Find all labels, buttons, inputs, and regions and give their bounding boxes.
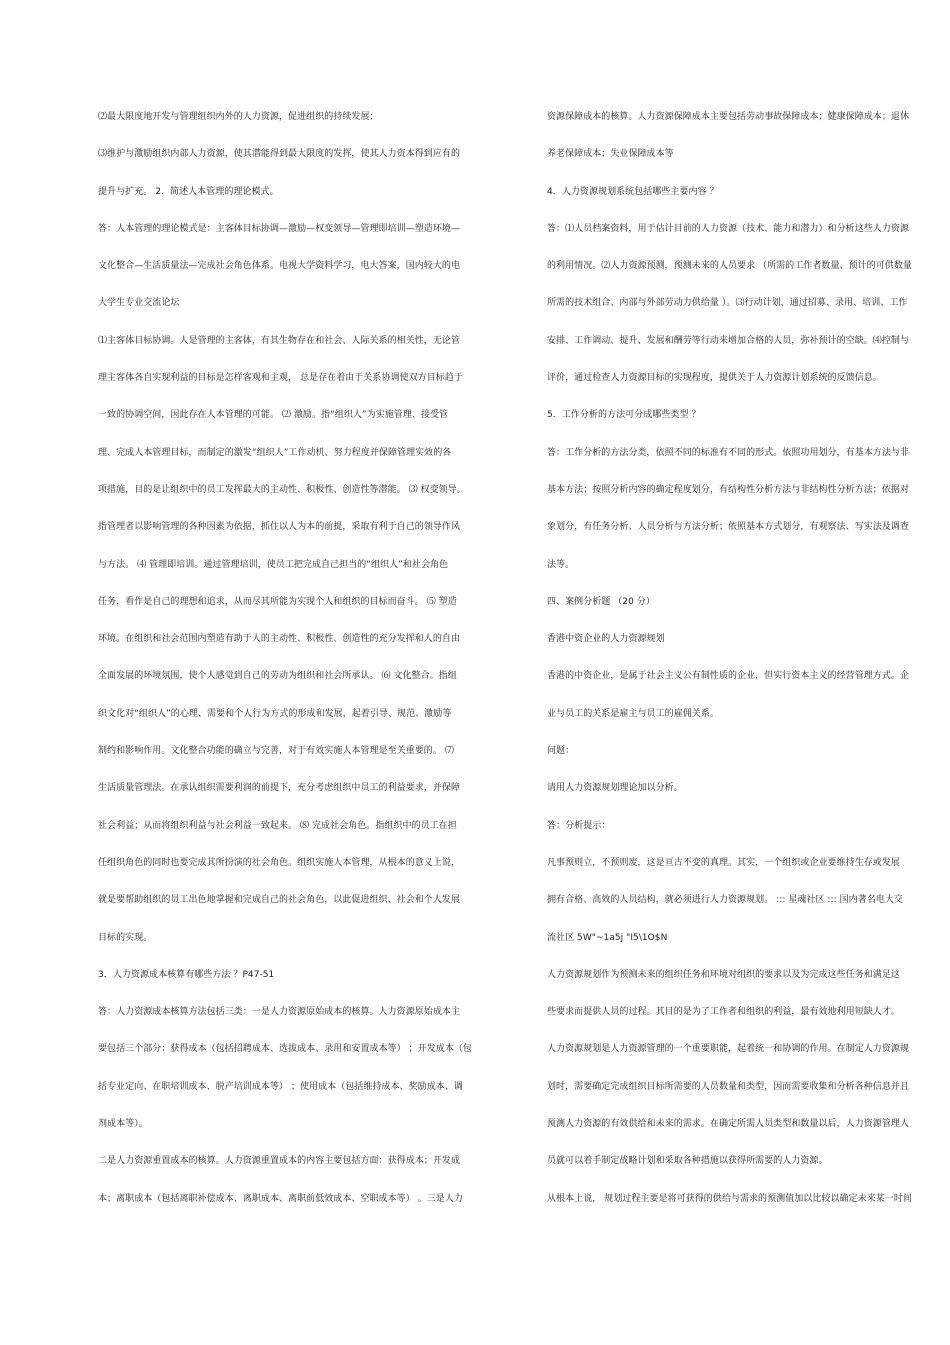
text-line: 任务，看作是自己的理想和追求，从而尽其所能为实现个人和组织的目标而奋斗。 ⑸ 塑造 — [98, 596, 457, 607]
text-line: 项措施，目的是让组织中的员工发挥最大的主动性、积极性、创造性等潜能。 ⑶ 权变领导。 — [98, 484, 466, 495]
text-line: 人力资源规划是人力资源管理的一个重要职能，起着统一和协调的作用。在制定人力资源规 — [547, 1044, 910, 1055]
text-line: 答：⑴人员档案资料，用于估计目前的人力资源（技术、能力和潜力）和分析这些人力资源 — [547, 223, 910, 234]
text-line: 与方法。 ⑷ 管理即培训。通过管理培训，使员工把完成自己担当的“组织人”和社会角色 — [98, 559, 449, 570]
text-line: 指管理者以影响管理的各种因素为依据，抓住以人为本的前提，采取有利于自己的领导作风 — [98, 522, 461, 533]
text-line: 象划分，有任务分析、人员分析与方法分析；依照基本方式划分，有观察法、写实法及调查 — [547, 522, 910, 533]
text-line: 社会利益；从而将组织利益与社会利益一致起来。 ⑻ 完成社会角色。指组织中的员工在担 — [98, 820, 457, 831]
text-line: 问题： — [547, 746, 575, 757]
text-line: 些要求而提供人员的过程。其目的是为了工作者和组织的利益，最有效地利用短缺人才。 — [547, 1007, 900, 1018]
text-line: 的利用情况。⑵人力资源预测，预测未来的人员要求 （所需的工作者数量、预计的可供数量 — [547, 261, 912, 272]
text-line: 括专业定向、在职培训成本、脱产培训成本等） ；使用成本（包括维持成本、奖励成本、调 — [98, 1081, 463, 1092]
text-line: 基本方法；按照分析内容的确定程度划分，有结构性分析方法与非结构性分析方法；依据对 — [547, 484, 910, 495]
text-line: 法等。 — [547, 559, 575, 570]
text-line: 就是要帮助组织的员工出色地掌握和完成自己的社会角色，以此促进组织、社会和个人发展 — [98, 895, 461, 906]
right-column — [547, 111, 947, 1230]
text-line: ⑴主客体目标协调。人是管理的主客体，有其生物存在和社会、人际关系的相关性，无论管 — [98, 335, 461, 346]
text-line: 织文化对“组织人”的心理、需要和个人行为方式的形成和发展，起着引导、规范、激励等 — [98, 708, 452, 719]
text-line: 请用人力资源规划理论加以分析。 — [547, 783, 683, 794]
text-line: ⑶维护与激励组织内部人力资源，使其潜能得到最大限度的发挥，使其人力资本得到应有的 — [98, 149, 461, 160]
text-line: 理、完成人本管理目标，而制定的激发“组织人”工作动机、努力程度并保障管理实效的各 — [98, 447, 452, 458]
text-line: 剂成本等）。 — [98, 1119, 148, 1130]
text-line: 环境。在组织和社会范围内塑造有助于人的主动性、积极性、创造性的充分发挥和人的自由 — [98, 634, 461, 645]
text-line: 员就可以着手制定战略计划和采取各种措施以获得所需要的人力资源。 — [547, 1156, 828, 1167]
text-line: 香港的中资企业，是属于社会主义公有制性质的企业，但实行资本主义的经营管理方式。企 — [547, 671, 910, 682]
text-line: 一致的协调空间，因此存在人本管理的可能。 ⑵ 激励。指“组织人”为实施管理、接受管 — [98, 410, 449, 421]
text-line: 答：人力资源成本核算方法包括三类：一是人力资源原始成本的核算。人力资源原始成本主 — [98, 1007, 461, 1018]
text-line: 四、案例分析题 （20 分） — [547, 596, 655, 607]
text-line: 流社区 5W"~1a5j "I5\1O$N — [547, 932, 668, 943]
text-line: 凡事预则立，不预则废，这是亘古不变的真理。其实，一个组织或企业要维持生存或发展 — [547, 857, 900, 868]
left-column — [98, 111, 510, 1230]
text-line: 预测人力资源的有效供给和未来的需求。在确定所需人员类型和数量以后，人力资源管理人 — [547, 1119, 910, 1130]
text-line: 人力资源规划作为预测未来的组织任务和环境对组织的要求以及为完成这些任务和满足这 — [547, 969, 900, 980]
text-line: 所需的技术组合、内部与外部劳动力供给量 ）。⑶行动计划，通过招募、录用、培训、工作 — [547, 298, 908, 309]
text-line: 划时，需要确定完成组织目标所需要的人员数量和类型，因而需要收集和分析各种信息并且 — [547, 1081, 910, 1092]
text-line: 目标的实现。 — [98, 932, 153, 943]
text-line: 4．人力资源规划系统包括哪些主要内容 ？ — [547, 186, 719, 197]
text-line: 从根本上说， 规划过程主要是将可获得的供给与需求的预测值加以比较以确定未来某一时间 — [547, 1193, 912, 1204]
text-line: 养老保障成本；失业保障成本等 — [547, 149, 674, 160]
text-line: 3．人力资源成本核算有哪些方法 ？P47-51 — [98, 969, 275, 980]
text-line: 答：分析提示： — [547, 820, 611, 831]
text-line: 制约和影响作用。文化整合功能的确立与完善，对于有效实施人本管理是至关重要的。 ⑺ — [98, 746, 454, 757]
text-line: 安排、工作调动、提升、发展和酬劳等行动来增加合格的人员，弥补预计的空缺。⑷控制与 — [547, 335, 910, 346]
text-line: 答：工作分析的方法分类，依照不同的标准有不同的形式。依照功用划分，有基本方法与非 — [547, 447, 910, 458]
text-line: 业与员工的关系是雇主与员工的雇佣关系。 — [547, 708, 719, 719]
text-line: 理主客体各自实现利益的目标是怎样客观和主观， 总是存在着由于关系协调使双方目标趋于 — [98, 373, 463, 384]
text-line: 大学生专业交流论坛 — [98, 298, 180, 309]
text-line: 资源保障成本的核算。人力资源保障成本主要包括劳动事故保障成本；健康保障成本；退休 — [547, 112, 910, 122]
text-line: 全面发展的环境氛围，使个人感觉到自己的劳动为组织和社会所承认。 ⑹ 文化整合。指组 — [98, 671, 457, 682]
text-line: ⑵最大限度地开发与管理组织内外的人力资源，促进组织的持续发展； — [98, 112, 379, 122]
text-line: 答：人本管理的理论模式是：主客体目标协调—激励—权变领导—管理即培训—塑造环境— — [98, 223, 461, 234]
text-line: 二是人力资源重置成本的核算。人力资源重置成本的内容主要包括方面：获得成本；开发成 — [98, 1156, 461, 1167]
text-line: 本；离职成本（包括离职补偿成本、离职成本、离职前低效成本、空职成本等） 。三是人力 — [98, 1193, 463, 1204]
text-line: 要包括三个部分：获得成本（包括招聘成本、选拔成本、录用和安置成本等） ；开发成本（包 — [98, 1044, 472, 1055]
text-line: 提升与扩充。 2．简述人本管理的理论模式。 — [98, 186, 279, 197]
text-line: 文化整合—生活质量法—完成社会角色体系。电视大学资料学习，电大答案，国内较大的电 — [98, 261, 461, 272]
text-line: 生活质量管理法。在承认组织需要利润的前提下，充分考虑组织中员工的利益要求，并保障 — [98, 783, 461, 794]
text-line: 香港中资企业的人力资源规划 — [547, 634, 665, 645]
text-line: 任组织角色的同时也要完成其所扮演的社会角色。组织实施人本管理，从根本的意义上说， — [98, 857, 461, 868]
text-line: 5．工作分析的方法可分成哪些类型 ？ — [547, 410, 701, 421]
text-line: 拥有合格、高效的人员结构，就必须进行人力资源规划。 ::: 星魂社区 ::: 国内著名电大交 — [547, 895, 903, 906]
text-line: 评价，通过检查人力资源目标的实现程度，提供关于人力资源计划系统的反馈信息。 — [547, 373, 882, 384]
